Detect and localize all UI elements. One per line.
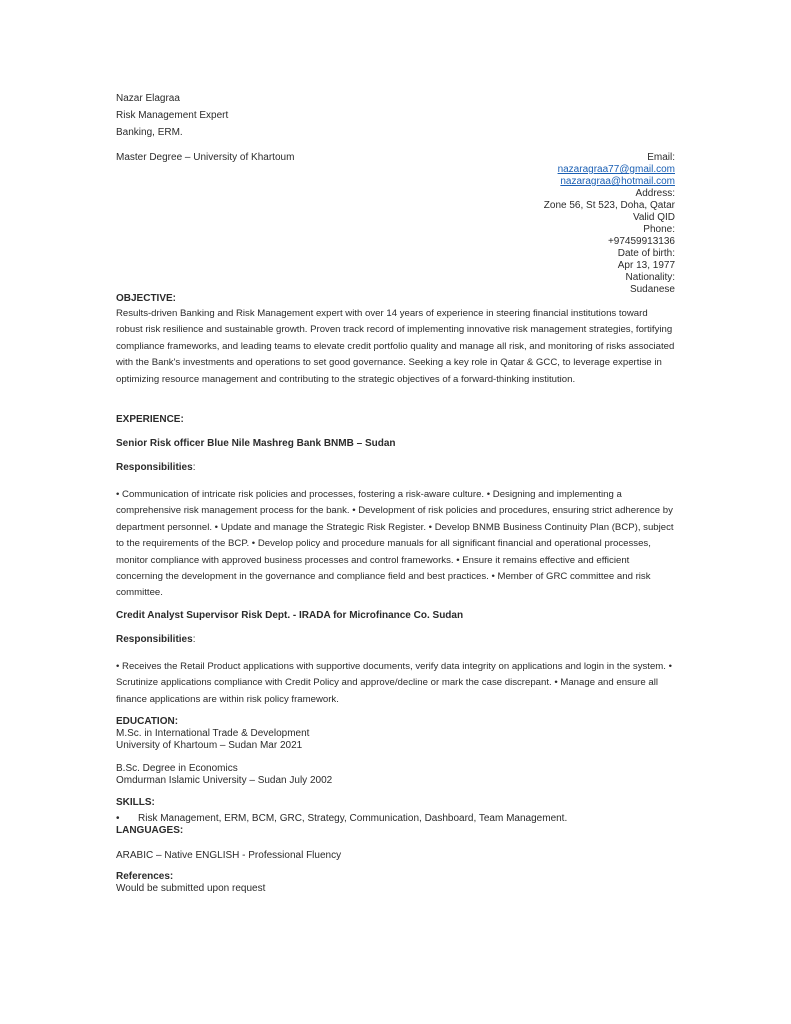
job-responsibilities: • Receives the Retail Product applications with supportive documents, verify data integrity on applications and login in the system. • Scrutinize applications compliance with Credit Policy and approve/decline or mark the case discrepant. • Manage and ensure all finance applications are within risk policy framework. (116, 661, 672, 705)
job-title: Credit Analyst Supervisor Risk Dept. - IRADA for Microfinance Co. Sudan (116, 610, 464, 621)
education-heading: EDUCATION: (116, 716, 179, 727)
nationality-label: Nationality: (625, 272, 675, 283)
contact-block (375, 152, 675, 296)
address-label: Address: (635, 188, 675, 199)
dob-value: Apr 13, 1977 (617, 260, 675, 271)
nationality-value: Sudanese (629, 284, 675, 295)
languages-text: ARABIC – Native ENGLISH - Professional Fluency (116, 850, 342, 861)
experience-heading: EXPERIENCE: (116, 414, 184, 425)
job-title: Senior Risk officer Blue Nile Mashreg Bank BNMB – Sudan (116, 438, 396, 449)
references-heading: References: (116, 871, 174, 882)
languages-heading: LANGUAGES: (116, 825, 184, 836)
objective-heading: OBJECTIVE: (116, 293, 177, 304)
responsibilities-label: Responsibilities: (116, 462, 196, 473)
education-school: Omdurman Islamic University – Sudan July 2002 (116, 775, 333, 786)
phone-label: Phone: (643, 224, 675, 235)
education-school: University of Khartoum – Sudan Mar 2021 (116, 740, 303, 751)
education-degree: M.Sc. in International Trade & Development (116, 728, 310, 739)
education-degree: B.Sc. Degree in Economics (116, 763, 238, 774)
bullet-icon: • (116, 813, 120, 824)
email-label: Email: (647, 152, 675, 163)
skills-list: • Risk Management, ERM, BCM, GRC, Strategy, Communication, Dashboard, Team Management. (116, 813, 568, 824)
candidate-title: Risk Management Expert (116, 110, 229, 121)
candidate-degree: Master Degree – University of Khartoum (116, 152, 295, 163)
objective-text: Results-driven Banking and Risk Management expert with over 14 years of experience in steering financial institutions toward robust risk resilience and sustainable growth. Proven track record of implementing innovative risk management strategies, fortifying compliance frameworks, and leading teams to elevate credit portfolio quality and manage all risk, and monitoring of risks associated with the Bank's investments and operations to set good governance. Seeking a key role in Qatar & GCC, to leverage expertise in optimizing resource management and contributing to the strategic objectives of a forward-thinking institution. (116, 308, 675, 385)
references-text: Would be submitted upon request (116, 883, 266, 894)
candidate-field: Banking, ERM. (116, 127, 183, 138)
phone-value: +97459913136 (607, 236, 675, 247)
dob-label: Date of birth: (617, 248, 675, 259)
email-primary[interactable]: nazaragraa77@gmail.com (557, 164, 675, 175)
email-secondary[interactable]: nazaragraa@hotmail.com (560, 176, 675, 187)
address-value: Zone 56, St 523, Doha, Qatar (543, 200, 675, 211)
skills-heading: SKILLS: (116, 797, 155, 808)
qid-value: Valid QID (632, 212, 675, 223)
candidate-name: Nazar Elagraa (116, 93, 180, 104)
responsibilities-label: Responsibilities: (116, 634, 196, 645)
job-responsibilities: • Communication of intricate risk policies and processes, fostering a risk-aware culture. • Designing and implementing a comprehensive risk management process for the bank. • Development of risk policies and procedures, ensuring strict adherence by department personnel. • Update and manage the Strategic Risk Register. • Develop BNMB Business Continuity Plan (BCP), subject to the requirements of the BCP. • Develop policy and procedure manuals for all significant financial and operational processes, monitor compliance with approved business processes and control frameworks. • Ensure it remains effective and efficient concerning the development in the governance and compliance field and best practices. • Member of GRC committee and risk committee. (116, 489, 674, 599)
